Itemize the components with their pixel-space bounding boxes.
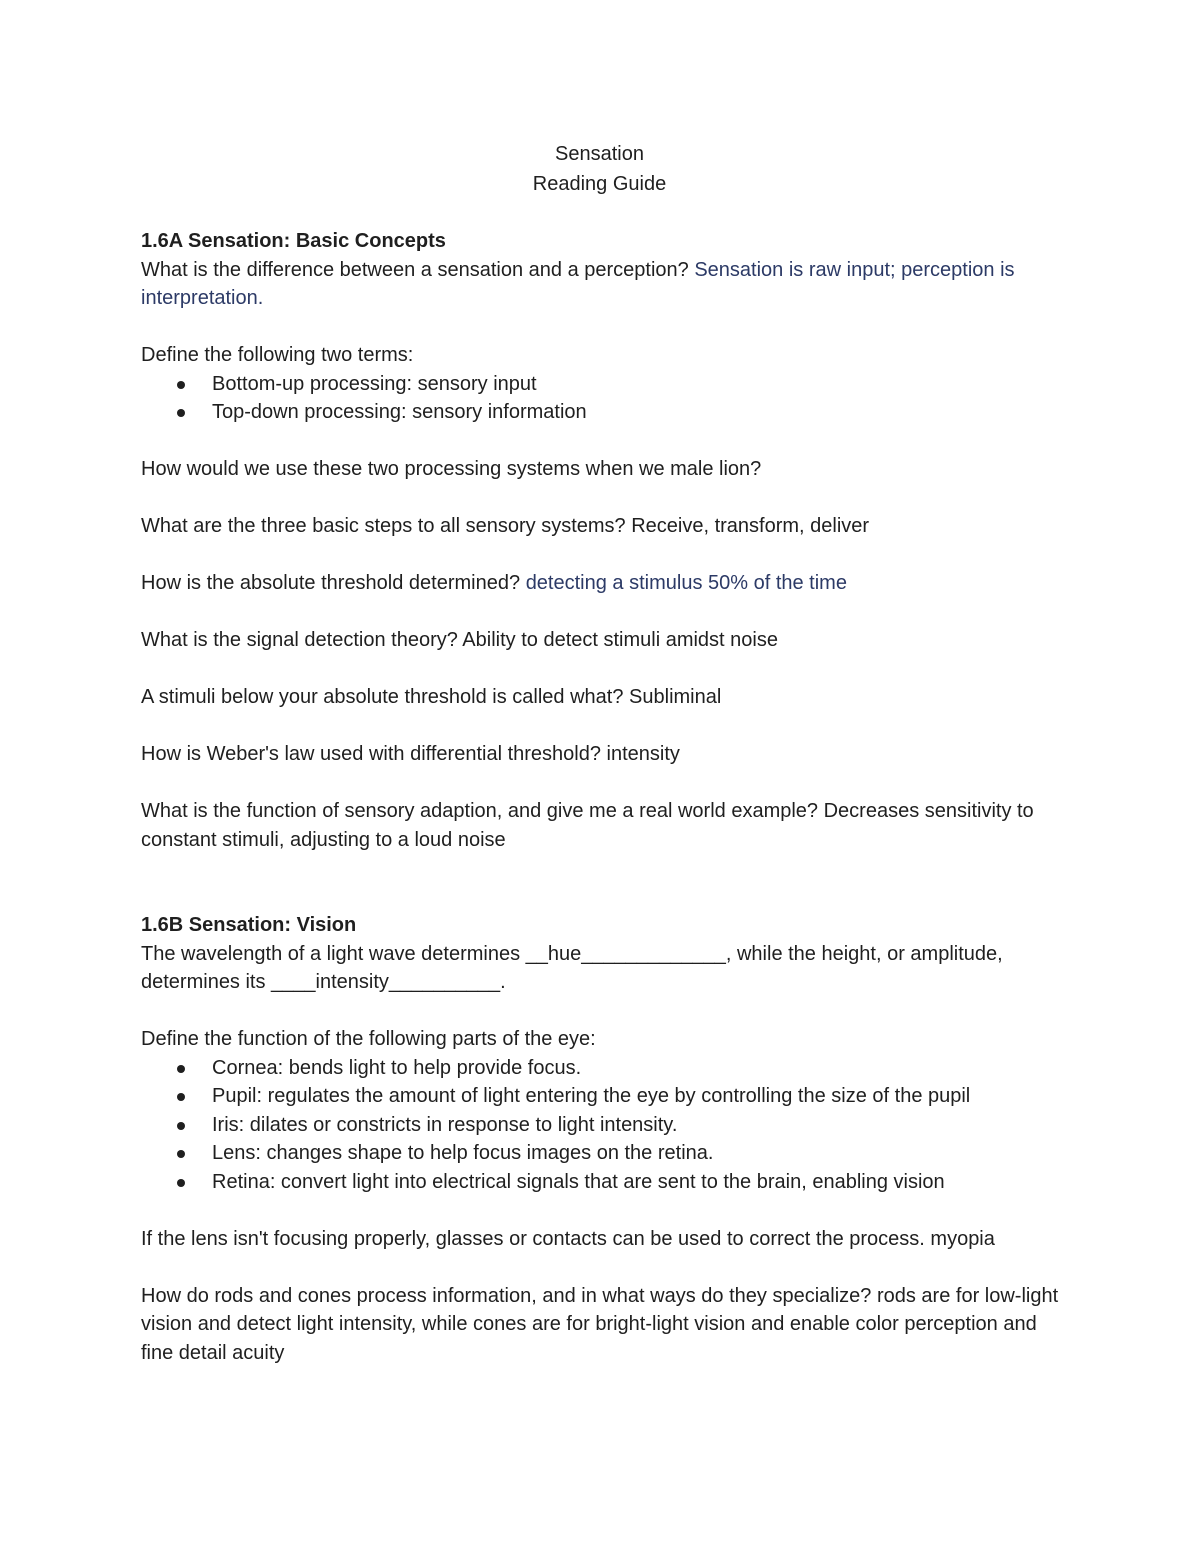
lens-focus-text: If the lens isn't focusing properly, glasses or contacts can be used to correct the process. myopia — [141, 1227, 995, 1250]
eye-parts-intro: Define the function of the following parts of the eye: — [141, 1028, 596, 1050]
question-sensory-adaption: What is the function of sensory adaption, and give me a real world example? Decreases sensitivity to constant stimuli, adjusting to a loud noise — [141, 800, 1034, 851]
question-text: How is the absolute threshold determined? — [141, 572, 521, 594]
list-item: Bottom-up processing: sensory input — [177, 370, 1061, 399]
question-text: What is the difference between a sensation and a perception? — [141, 258, 689, 281]
define-terms-intro: Define the following two terms: — [141, 344, 414, 366]
list-item: Top-down processing: sensory information — [177, 398, 1061, 427]
document-page — [141, 139, 1061, 1367]
list-item: Cornea: bends light to help provide focus. — [177, 1054, 1061, 1083]
terms-list — [141, 370, 1061, 427]
document-subtitle: Reading Guide — [532, 173, 667, 195]
question-webers-law: How is Weber's law used with differential threshold? intensity — [141, 743, 680, 765]
question-sensory-steps: What are the three basic steps to all sensory systems? Receive, transform, deliver — [141, 515, 870, 537]
question-subliminal: A stimuli below your absolute threshold is called what? Subliminal — [141, 686, 722, 708]
wavelength-fill-in: The wavelength of a light wave determines __hue_____________, while the height, or amplitude, determines its ____intensity__________. — [141, 942, 1003, 993]
list-item: Lens: changes shape to help focus images on the retina. — [177, 1139, 1061, 1168]
list-item: Iris: dilates or constricts in response to light intensity. — [177, 1111, 1061, 1140]
section-b-heading: 1.6B Sensation: Vision — [141, 914, 357, 936]
answer-text: Sensation is raw input; perception is interpretation. — [141, 258, 1015, 309]
question-signal-detection: What is the signal detection theory? Ability to detect stimuli amidst noise — [141, 629, 778, 651]
rods-cones-text: How do rods and cones process information, and in what ways do they specialize? rods are for low-light vision and detect light intensity, while cones are for bright-light vision and enable color perception and fine detail acuity — [141, 1284, 1059, 1364]
document-title: Sensation — [555, 143, 644, 165]
section-a-heading: 1.6A Sensation: Basic Concepts — [141, 230, 446, 252]
list-item: Retina: convert light into electrical signals that are sent to the brain, enabling vision — [177, 1168, 1061, 1197]
answer-text: detecting a stimulus 50% of the time — [525, 572, 847, 594]
eye-parts-list — [141, 1054, 1061, 1197]
question-absolute-threshold — [141, 569, 1061, 598]
list-item: Pupil: regulates the amount of light entering the eye by controlling the size of the pupil — [177, 1082, 1061, 1111]
question-sensation-vs-perception — [141, 256, 1061, 313]
question-processing-systems: How would we use these two processing systems when we male lion? — [141, 458, 762, 480]
